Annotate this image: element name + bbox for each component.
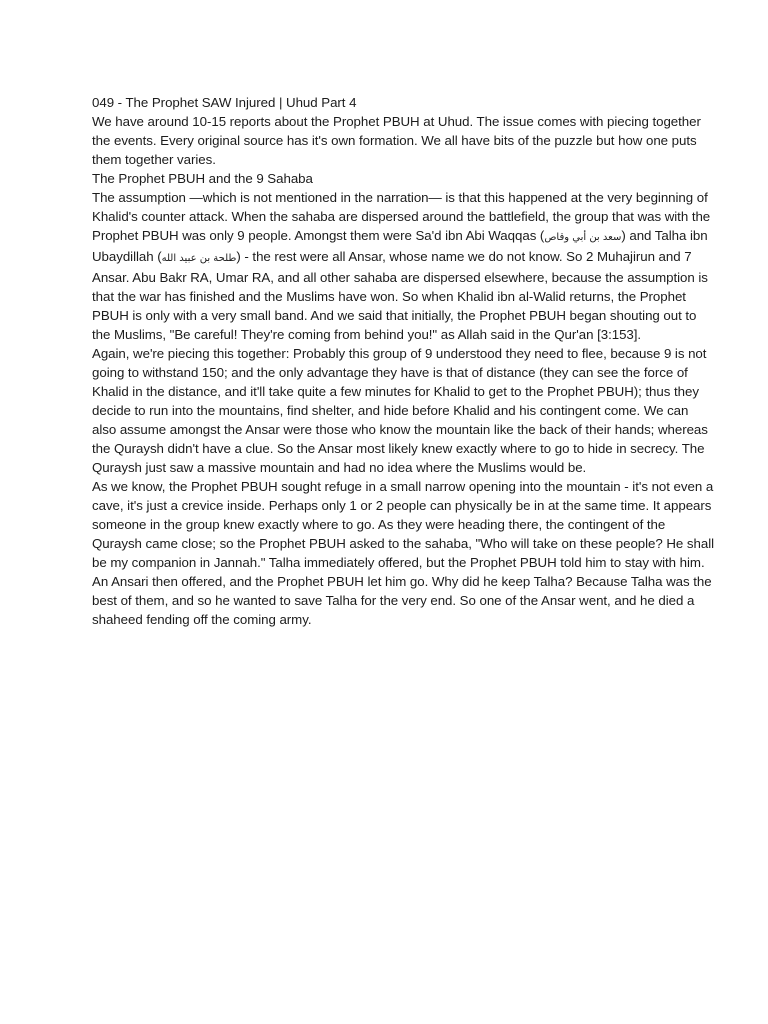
assumption-paragraph <box>92 188 714 344</box>
refuge-paragraph: As we know, the Prophet PBUH sought refuge in a small narrow opening into the mountain - it's not even a cave, it's just a crevice inside. Perhaps only 1 or 2 people can physically be in at the same time. It appears someone in the group knew exactly where to go. As they were heading there, the contingent of the Quraysh came close; so the Prophet PBUH asked to the sahaba, "Who will take on these people? He shall be my companion in Jannah." Talha immediately offered, but the Prophet PBUH told him to stay with him. An Ansari then offered, and the Prophet PBUH let him go. Why did he keep Talha? Because Talha was the best of them, and so he wanted to save Talha for the very end. So one of the Ansar went, and he died a shaheed fending off the coming army. <box>92 479 715 627</box>
document-body <box>92 93 714 629</box>
piecing-paragraph: Again, we're piecing this together: Probably this group of 9 understood they need to flee, because 9 is not going to withstand 150; and the only advantage they have is that of distance (they can see the force of Khalid in the distance, and it'll take quite a few minutes for Khalid to get to the Prophet PBUH); thus they decide to run into the mountains, find shelter, and hide before Khalid and his contingent come. We can also assume amongst the Ansar were those who know the mountain like the back of their hands; whereas the Quraysh didn't have a clue. So the Ansar most likely knew exactly where to go to hide in secrecy. The Quraysh just saw a massive mountain and had no idea where the Muslims would be. <box>92 346 708 475</box>
intro-paragraph: We have around 10-15 reports about the Prophet PBUH at Uhud. The issue comes with piecing together the events. Every original source has it's own formation. We all have bits of the puzzle but how one puts them together varies. <box>92 114 701 167</box>
assumption-text-part3: ) - the rest were all Ansar, whose name we do not know. So 2 Muhajirun and 7 Ansar. Abu Bakr RA, Umar RA, and all other sahaba are dispersed elsewhere, because the assumption is that the war has finished and the Muslims have won. So when Khalid ibn al-Walid returns, the Prophet PBUH is only with a very small band. And we said that initially, the Prophet PBUH began shouting out to the Muslims, "Be careful! They're coming from behind you!" as Allah said in the Qur'an [3:153]. <box>92 249 708 342</box>
assumption-text-part1: The assumption —which is not mentioned in the narration— is that this happened at the very beginning of Khalid's counter attack. When the sahaba are dispersed around the battlefield, the group that was with the Prophet PBUH was only 9 people. Amongst them were Sa'd ibn Abi Waqqas ( <box>92 190 711 243</box>
document-title: 049 - The Prophet SAW Injured | Uhud Part 4 <box>92 95 357 110</box>
section-heading: The Prophet PBUH and the 9 Sahaba <box>92 171 313 186</box>
arabic-name-talha: طلحة بن عبيد الله <box>161 253 237 264</box>
assumption-text-part2: ) and Talha ibn Ubaydillah ( <box>92 228 708 264</box>
arabic-name-saad: سعد بن أبي وقاص <box>544 232 622 243</box>
